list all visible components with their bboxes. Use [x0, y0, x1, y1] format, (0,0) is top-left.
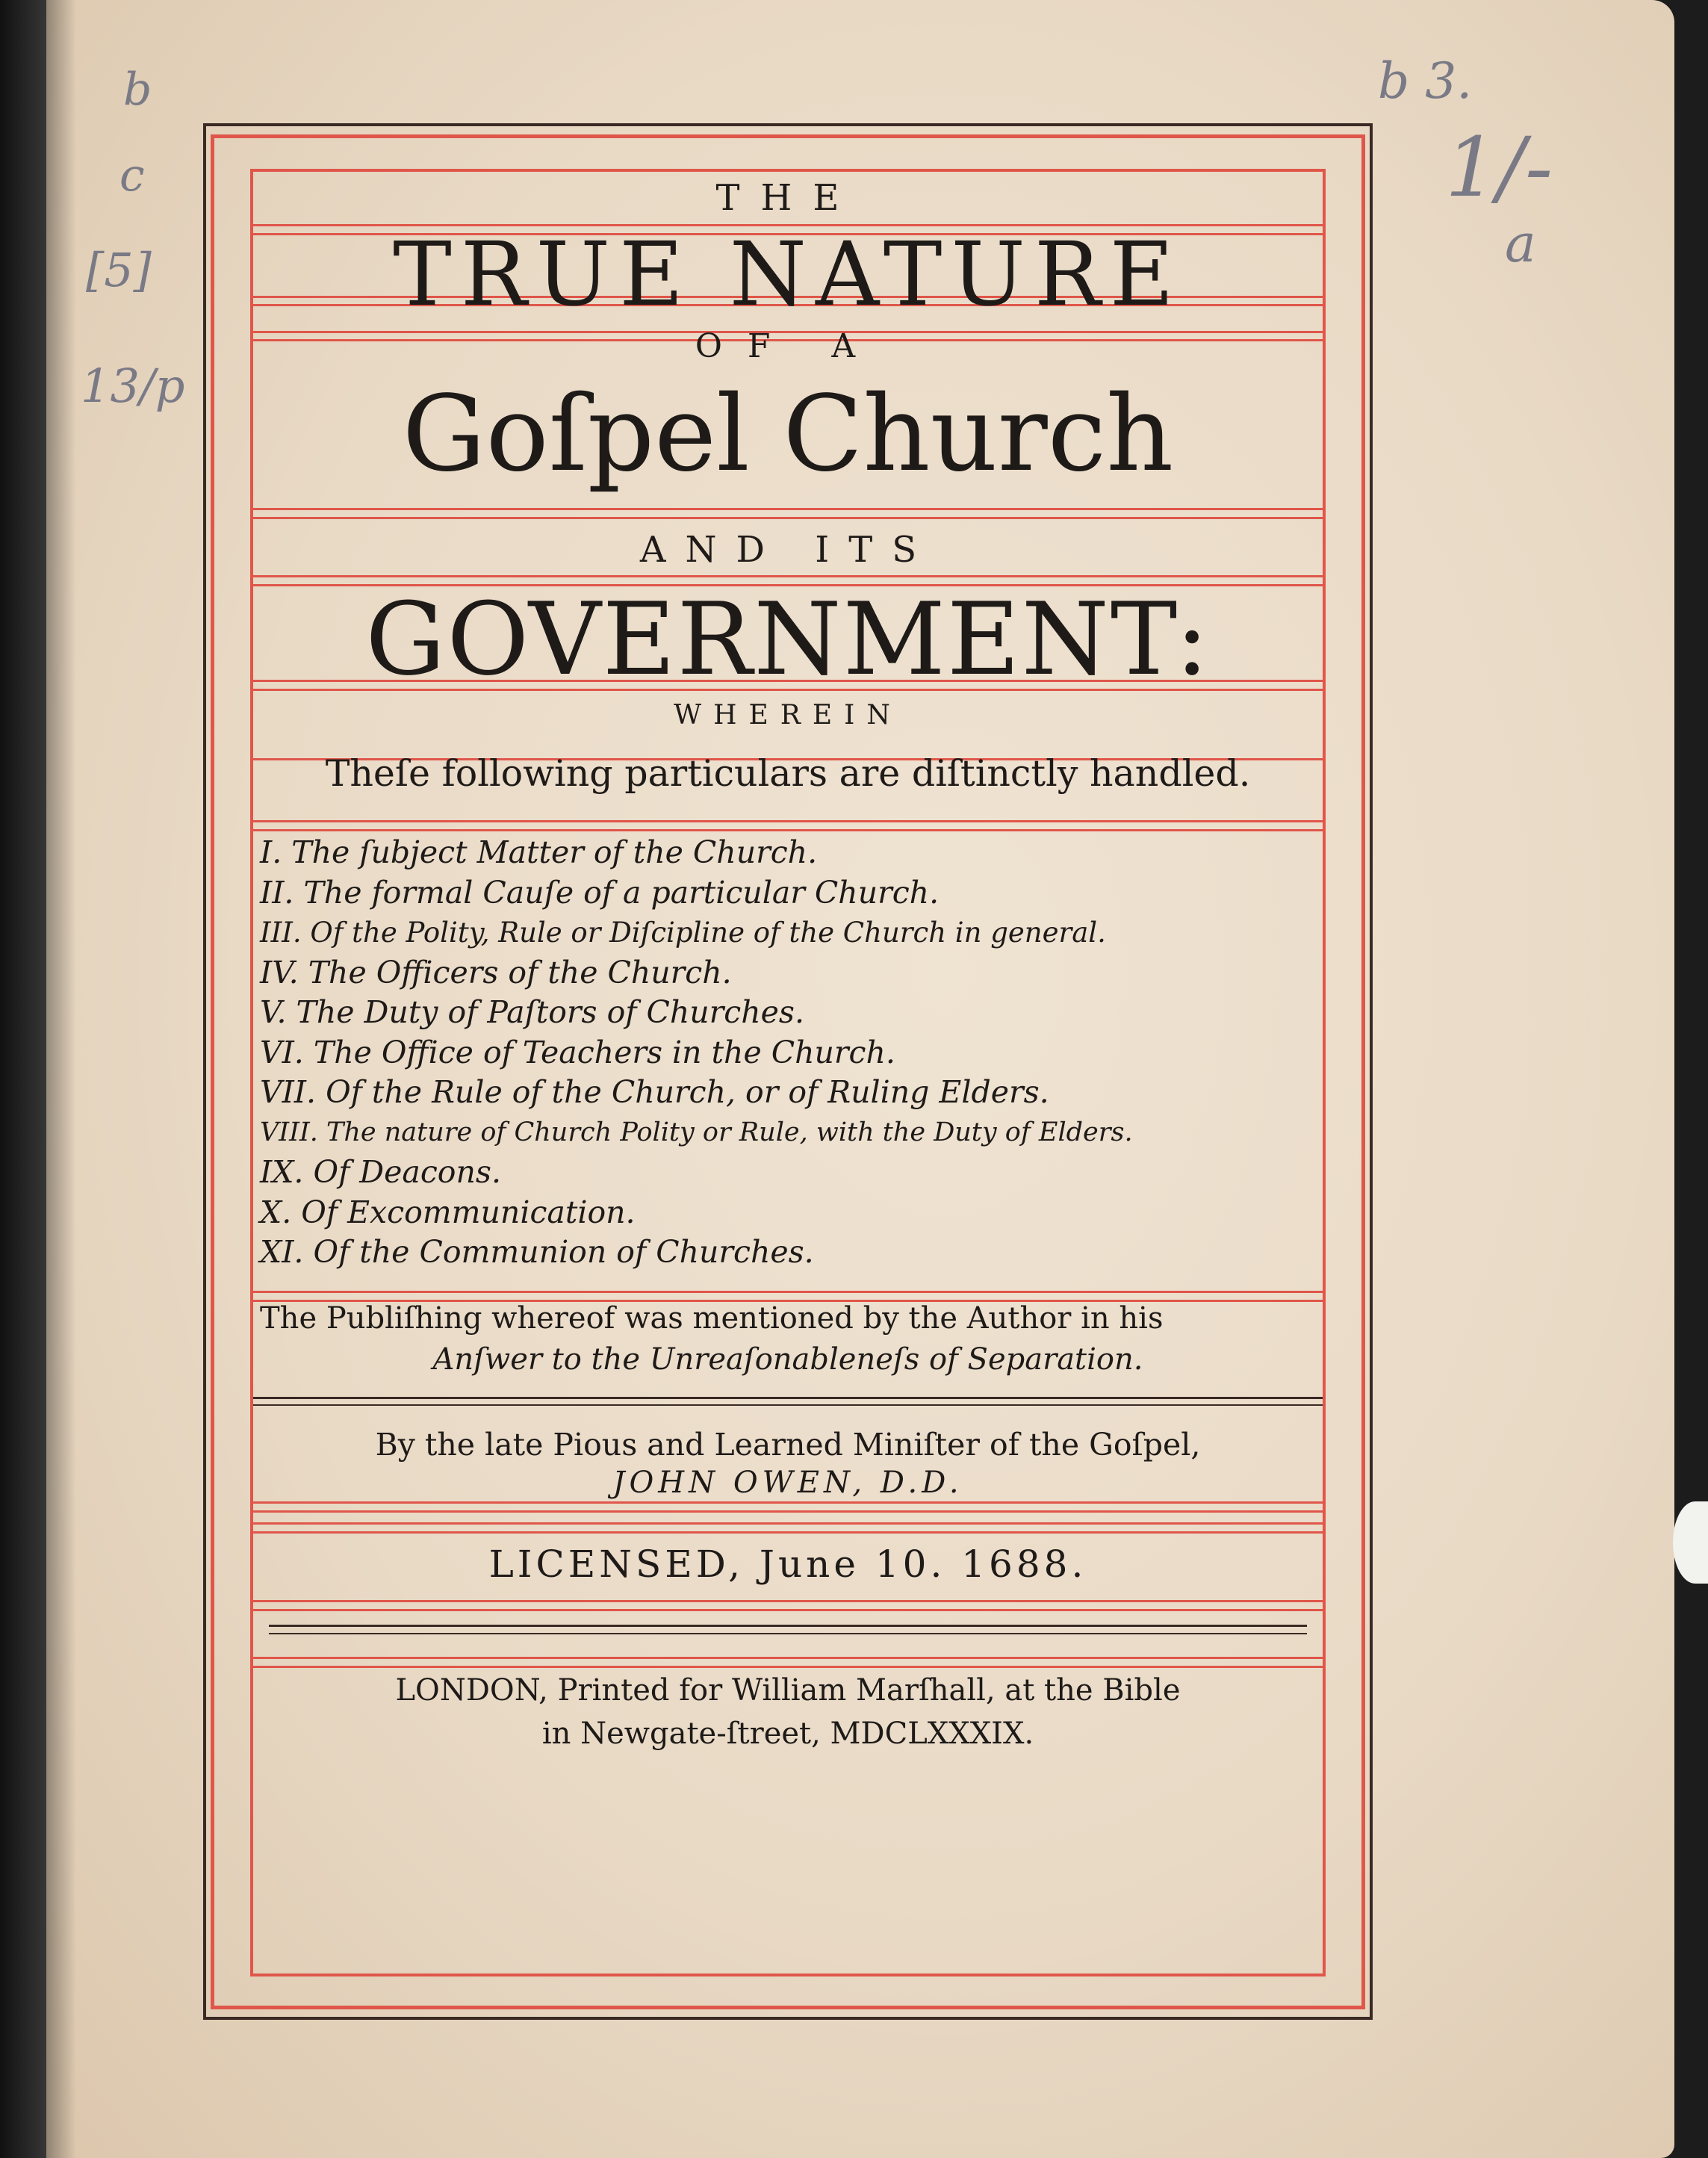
imprint-line-1: LONDON, Printed for William Marſhall, at the Bible: [395, 1673, 1181, 1708]
contents-item: VI. The Office of Teachers in the Church.: [260, 1034, 895, 1070]
handwritten-mark: b 3.: [1378, 52, 1473, 110]
contents-item: XI. Of the Communion of Churches.: [260, 1234, 814, 1270]
title-gospel-church: Goſpel Church: [402, 373, 1174, 495]
contents-item: II. The formal Cauſe of a particular Church.: [260, 874, 940, 911]
title-and-its: AND ITS: [639, 529, 937, 571]
handwritten-mark: a: [1505, 213, 1536, 274]
particulars-intro: Theſe following particulars are diſtinctly handled.: [325, 752, 1251, 795]
title-of-a: OF A: [695, 327, 881, 365]
author-name: JOHN OWEN, D.D.: [612, 1466, 963, 1500]
contents-list: [260, 833, 1328, 1273]
contents-item: IX. Of Deacons.: [260, 1154, 501, 1190]
handwritten-mark: c: [119, 149, 145, 202]
contents-item: IV. The Officers of the Church.: [260, 954, 732, 990]
contents-item: I. The ſubject Matter of the Church.: [260, 834, 818, 870]
handwritten-mark: [5]: [86, 243, 152, 297]
contents-item: VIII. The nature of Church Polity or Rule, with the Duty of Elders.: [260, 1117, 1133, 1147]
title-government: GOVERNMENT:: [365, 581, 1211, 698]
title-the: THE: [715, 177, 860, 219]
contents-item: V. The Duty of Paſtors of Churches.: [260, 994, 804, 1030]
handwritten-mark: b: [123, 63, 152, 116]
contents-item: X. Of Excommunication.: [260, 1194, 636, 1230]
page-gutter-shadow: [46, 0, 76, 2158]
title-wherein: WHEREIN: [674, 700, 902, 731]
contents-item: III. Of the Polity, Rule or Diſcipline of the Church in general.: [260, 917, 1106, 949]
handwritten-mark: 1/-: [1445, 120, 1553, 215]
handwritten-mark: 13/p: [81, 359, 185, 413]
author-line-1: By the late Pious and Learned Miniſter of the Goſpel,: [375, 1427, 1201, 1463]
imprint-line-2: in Newgate-ſtreet, MDCLXXXIX.: [541, 1717, 1034, 1751]
page-tab: [1673, 1501, 1708, 1584]
book-spine: [0, 0, 52, 2158]
contents-item: VII. Of the Rule of the Church, or of Ruling Elders.: [260, 1074, 1049, 1110]
title-true-nature: TRUE NATURE: [393, 223, 1183, 326]
licensed-line: LICENSED, June 10. 1688.: [488, 1542, 1087, 1586]
publishing-line-2: Anſwer to the Unreaſonableneſs of Separation.: [432, 1342, 1143, 1377]
publishing-line-1: The Publiſhing whereof was mentioned by the Author in his: [260, 1301, 1164, 1336]
